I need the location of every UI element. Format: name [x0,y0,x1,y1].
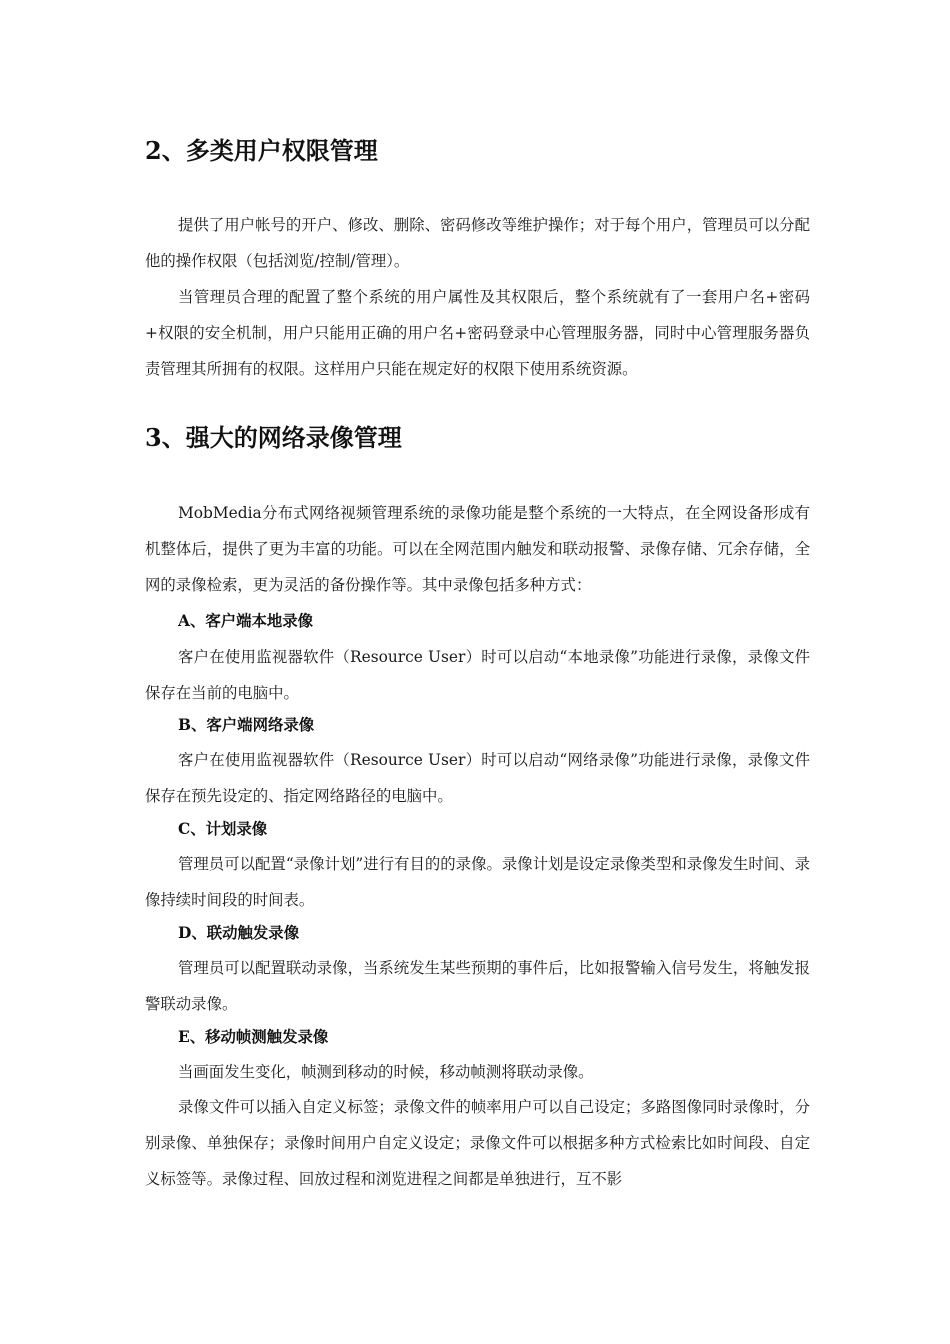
mode-text-linkage-recording: 管理员可以配置联动录像，当系统发生某些预期的事件后，比如报警输入信号发生，将触发报警联动录像。 [145,959,810,1013]
mode-title-motion-detection-recording: E、移动帧测触发录像 [178,1028,329,1046]
mode-title-network-recording: B、客户端网络录像 [178,716,315,734]
paragraph-recording-features: 录像文件可以插入自定义标签；录像文件的帧率用户可以自己设定；多路图像同时录像时，分别录像、单独保存；录像时间用户自定义设定；录像文件可以根据多种方式检索比如时间段、自定义标签等。录像过程、回放过程和浏览进程之间都是单独进行，互不影 [145,1098,810,1188]
mode-text-network-recording: 客户在使用监视器软件（Resource User）时可以启动“网络录像”功能进行录像，录像文件保存在预先设定的、指定网络路径的电脑中。 [145,751,810,805]
mode-title-scheduled-recording: C、计划录像 [178,820,268,838]
mode-title-linkage-recording: D、联动触发录像 [178,924,300,942]
mode-text-scheduled-recording: 管理员可以配置“录像计划”进行有目的的录像。录像计划是设定录像类型和录像发生时间、录像持续时间段的时间表。 [145,855,810,909]
paragraph-recording-intro: MobMedia分布式网络视频管理系统的录像功能是整个系统的一大特点，在全网设备形成有机整体后，提供了更为丰富的功能。可以在全网范围内触发和联动报警、录像存储、冗余存储，全网的录像检索，更为灵活的备份操作等。其中录像包括多种方式： [145,504,810,594]
mode-title-local-recording: A、客户端本地录像 [178,612,314,630]
mode-text-motion-detection-recording: 当画面发生变化，帧测到移动的时候，移动帧测将联动录像。 [178,1063,594,1081]
paragraph-account-maintenance: 提供了用户帐号的开户、修改、删除、密码修改等维护操作；对于每个用户，管理员可以分配他的操作权限（包括浏览/控制/管理）。 [145,216,810,270]
section-heading-user-permissions: 2、多类用户权限管理 [145,136,378,165]
mode-text-local-recording: 客户在使用监视器软件（Resource User）时可以启动“本地录像”功能进行录像，录像文件保存在当前的电脑中。 [145,648,810,702]
section-heading-network-recording: 3、强大的网络录像管理 [145,423,402,452]
paragraph-security-mechanism: 当管理员合理的配置了整个系统的用户属性及其权限后，整个系统就有了一套用户名+密码+权限的安全机制，用户只能用正确的用户名+密码登录中心管理服务器，同时中心管理服务器负责管理其所拥有的权限。这样用户只能在规定好的权限下使用系统资源。 [145,288,810,378]
